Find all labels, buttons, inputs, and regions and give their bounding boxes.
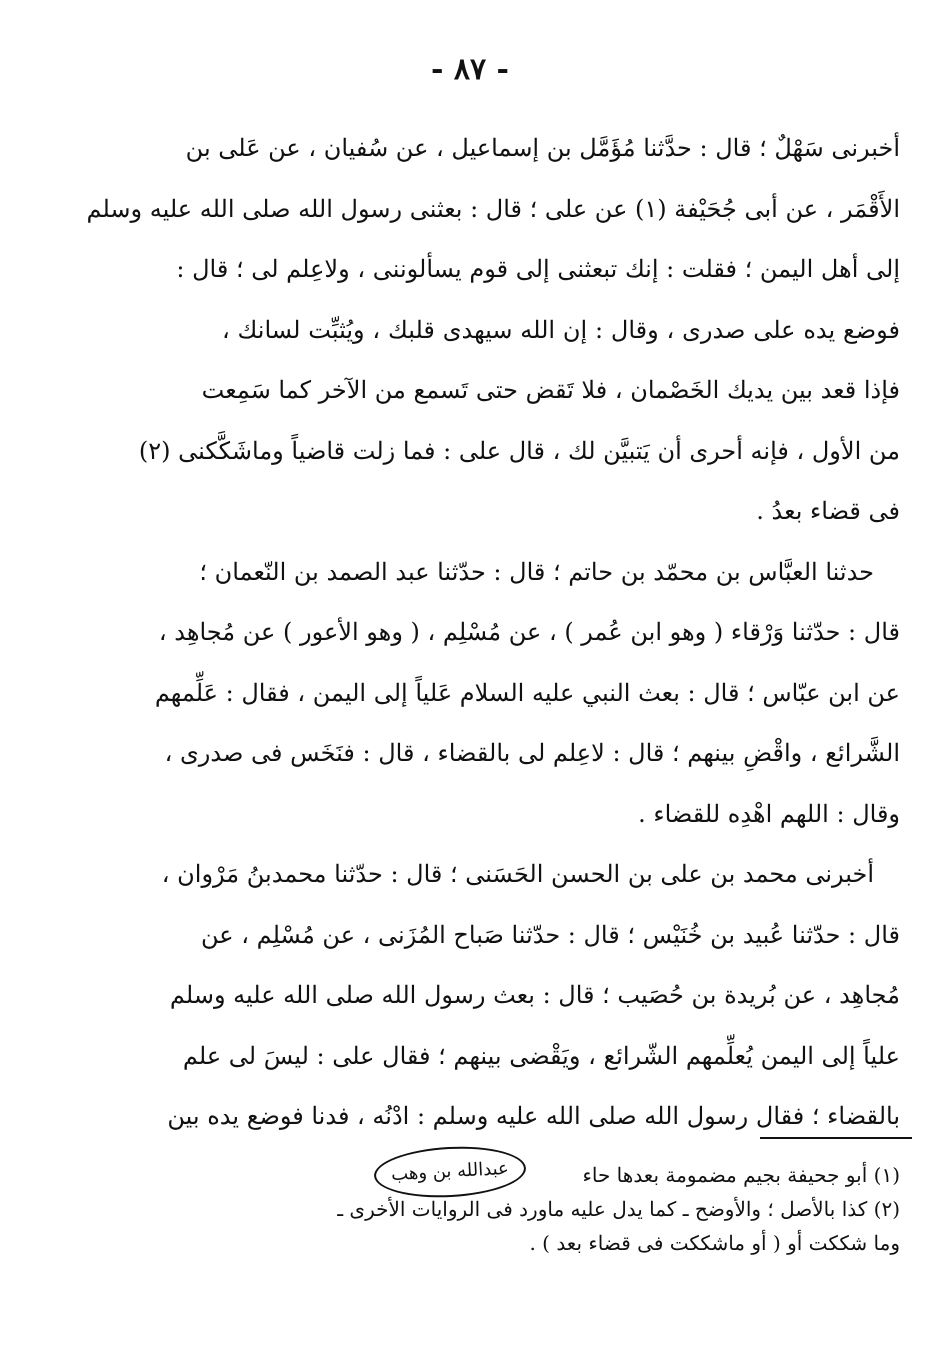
text-line: الأَقْمَر ، عن أبى جُحَيْفة (١) عن على ؛ قال : بعثنى رسول الله صلى الله عليه وسلم xyxy=(86,194,900,223)
page-number: - ٨٧ - xyxy=(430,52,510,87)
text-line: فى قضاء بعدُ . xyxy=(756,497,900,525)
footnote-divider xyxy=(760,1137,912,1139)
main-text xyxy=(86,118,900,1147)
text-line: الشَّرائع ، واقْضِ بينهم ؛ قال : لاعِلم لى بالقضاء ، قال : فنَخَس فى صدرى ، xyxy=(164,739,900,767)
footnotes xyxy=(220,1158,900,1260)
text-line: وقال : اللهم اهْدِه للقضاء . xyxy=(638,799,900,828)
footnote-2-continued: وما شككت أو ( أو ماشككت فى قضاء بعد ) . xyxy=(529,1231,900,1255)
text-line: قال : حدّثنا عُبيد بن خُنَيْس ؛ قال : حدّثنا صَباح المُزَنى ، عن مُسْلِم ، عن xyxy=(201,920,900,949)
text-line: إلى أهل اليمن ؛ فقلت : إنك تبعثنى إلى قوم يسألوننى ، ولاعِلم لى ؛ قال : xyxy=(176,255,900,283)
text-line: بالقضاء ؛ فقال رسول الله صلى الله عليه وسلم : ادْنُه ، فدنا فوضع يده بين xyxy=(167,1102,900,1130)
text-line: أخبرنى سَهْلٌ ؛ قال : حدَّثنا مُؤَمَّل بن إسماعيل ، عن سُفيان ، عن عَلى بن xyxy=(185,134,900,162)
text-line: مُجاهِد ، عن بُريدة بن حُصَيب ؛ قال : بعث رسول الله صلى الله عليه وسلم xyxy=(169,981,900,1009)
text-line: قال : حدّثنا وَرْقاء ( وهو ابن عُمر ) ، عن مُسْلِم ، ( وهو الأعور ) عن مُجاهِد ، xyxy=(158,618,900,646)
text-line: أخبرنى محمد بن على بن الحسن الحَسَنى ؛ قال : حدّثنا محمدبنُ مَرْوان ، xyxy=(161,860,874,888)
text-line: علياً إلى اليمن يُعلِّمهم الشّرائع ، ويَقْضى بينهم ؛ فقال على : ليسَ لى علم xyxy=(182,1041,900,1070)
text-line: من الأول ، فإنه أحرى أن يَتبيَّن لك ، قال على : فما زلت قاضياً وماشَكَّكنى (٢) xyxy=(138,436,900,465)
text-line: فوضع يده على صدرى ، وقال : إن الله سيهدى قلبك ، ويُثبِّت لسانك ، xyxy=(222,315,900,344)
text-line: عن ابن عبّاس ؛ قال : بعث النبي عليه السلام عَلياً إلى اليمن ، فقال : عَلِّمهم xyxy=(154,678,900,707)
footnote-2: (٢) كذا بالأصل ؛ والأوضح ـ كما يدل عليه ماورد فى الروايات الأخرى ـ xyxy=(337,1197,900,1221)
text-line: فإذا قعد بين يديك الخَصْمان ، فلا تَقض حتى تَسمع من الآخر كما سَمِعت xyxy=(201,376,900,404)
footnote-1: (١) أبو جحيفة بجيم مضمومة بعدها حاء xyxy=(582,1163,900,1187)
text-line: حدثنا العبَّاس بن محمّد بن حاتم ؛ قال : حدّثنا عبد الصمد بن النّعمان ؛ xyxy=(199,557,874,586)
handwritten-annotation: عبدالله بن وهب xyxy=(373,1143,527,1201)
